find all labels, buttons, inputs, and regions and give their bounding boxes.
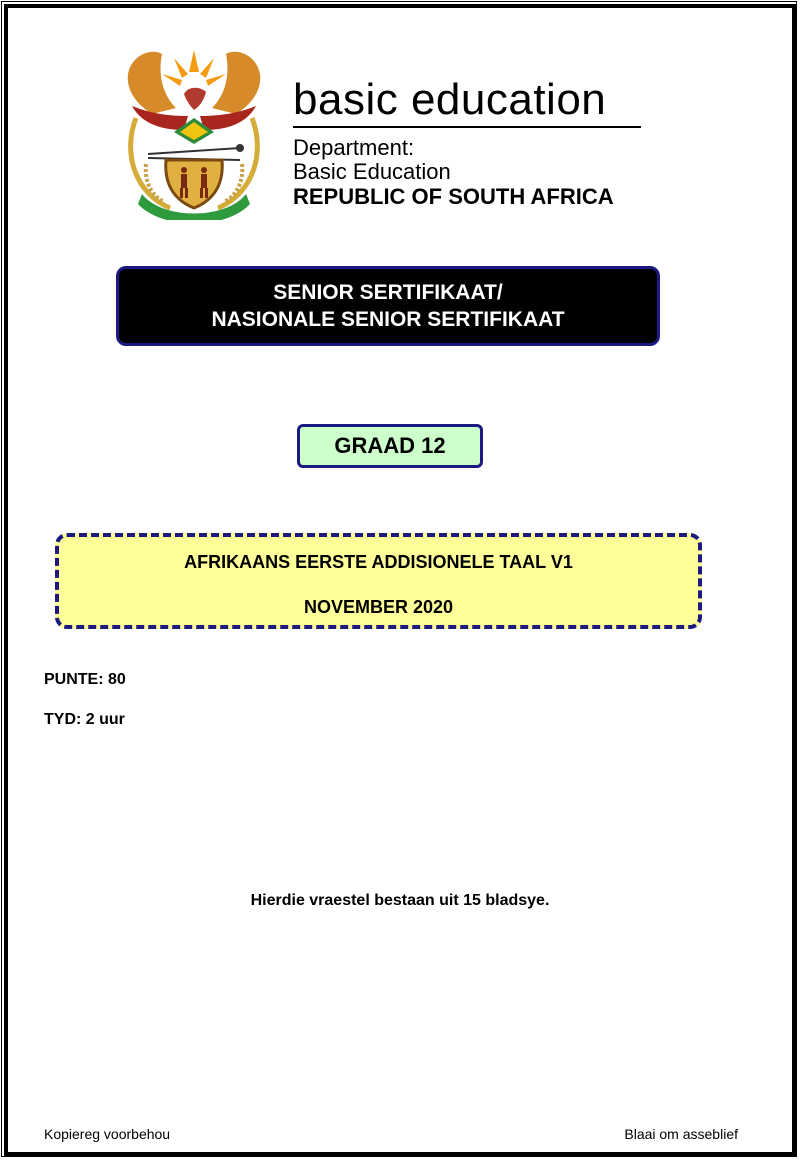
subject-panel bbox=[55, 533, 702, 629]
exam-duration: TYD: 2 uur bbox=[44, 711, 125, 728]
grade-badge bbox=[297, 424, 483, 468]
brand-title: basic education bbox=[293, 75, 607, 124]
certificate-banner bbox=[116, 266, 660, 346]
coat-of-arms-icon bbox=[122, 44, 266, 220]
country-name: REPUBLIC OF SOUTH AFRICA bbox=[293, 184, 614, 209]
page-count-note: Hierdie vraestel bestaan uit 15 bladsye. bbox=[250, 892, 550, 909]
subject-title: AFRIKAANS EERSTE ADDISIONELE TAAL V1 bbox=[184, 552, 573, 572]
brand-divider bbox=[293, 126, 641, 128]
total-marks: PUNTE: 80 bbox=[44, 671, 126, 688]
department-name: Basic Education bbox=[293, 159, 451, 184]
department-branding bbox=[293, 76, 643, 210]
footer-copyright: Kopiereg voorbehou bbox=[44, 1126, 171, 1142]
grade-label: GRAAD 12 bbox=[334, 433, 446, 458]
certificate-line-2: NASIONALE SENIOR SERTIFIKAAT bbox=[211, 308, 565, 331]
certificate-line-1: SENIOR SERTIFIKAAT/ bbox=[273, 281, 503, 304]
department-label: Department: bbox=[293, 135, 415, 160]
exam-session: NOVEMBER 2020 bbox=[303, 597, 454, 617]
footer-turn-over: Blaai om asseblief bbox=[624, 1126, 738, 1142]
